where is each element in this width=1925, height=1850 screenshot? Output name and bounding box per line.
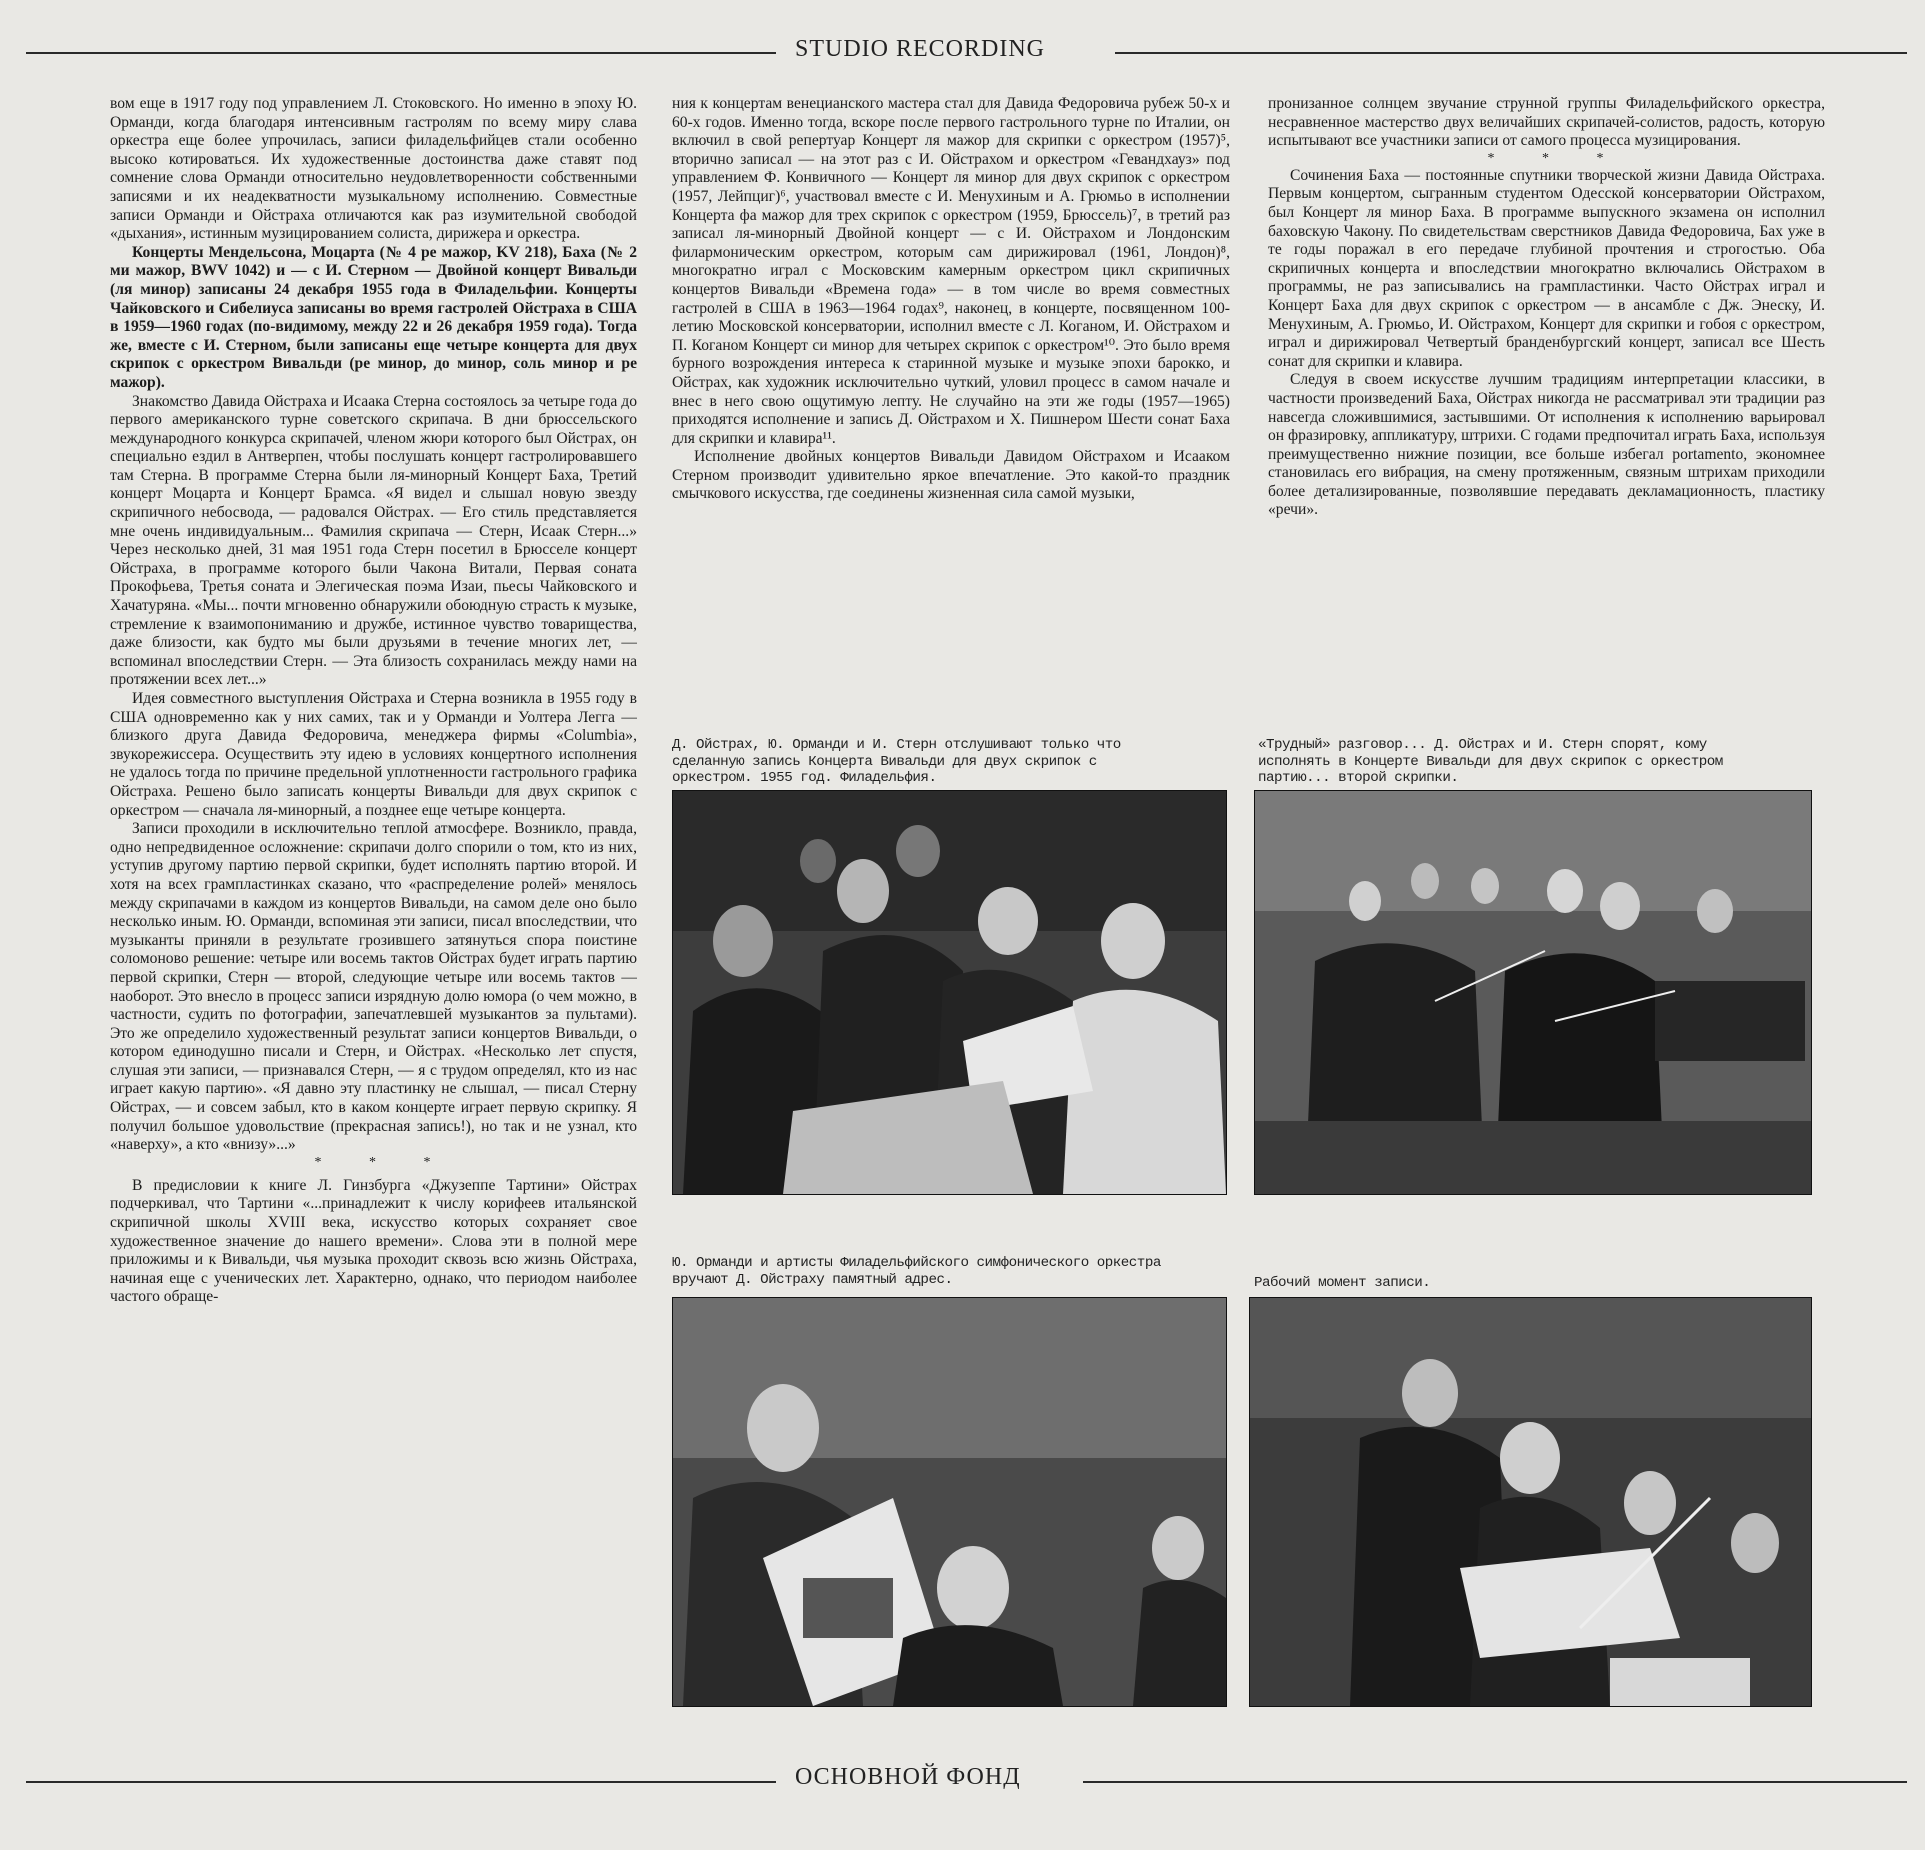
footer-title: ОСНОВНОЙ ФОНД [795, 1764, 1021, 1790]
paragraph: Следуя в своем искусстве лучшим традициям интерпретации классики, в частности произведений Баха, Ойстрах никогда не рассматривал эти традиции раз навсегда сложившимися, застывшими. От исполнения к исполнению варьировал он фразировку, аппликатуру, штрихи. С годами предпочитал играть Баха, используя преимущественно нижние позиции, все больше избегал portamento, экономнее становилась его вибрация, на смену протяженным, связным штрихам приходили более детализированные, позволявшие передавать декламационность, пластику «речи». [1268, 371, 1825, 519]
right-column [1268, 95, 1825, 680]
paragraph: пронизанное солнцем звучание струнной группы Филадельфийского оркестра, несравненное мастерство двух величайших скрипачей-солистов, радость, которую испытывают все участники записи от самого процесса музицирования. [1268, 95, 1825, 150]
paragraph: Исполнение двойных концертов Вивальди Давидом Ойстрахом и Исааком Стерном производит удивительно яркое впечатление. Это какой-то праздник смычкового искусства, где соединены жизненная сила самой музыки, [672, 448, 1230, 503]
left-column [110, 95, 637, 1730]
paragraph-bold: Концерты Мендельсона, Моцарта (№ 4 ре мажор, KV 218), Баха (№ 2 ми мажор, BWV 1042) и — с И. Стерном — Двойной концерт Вивальди (ля минор) записаны 24 декабря 1955 года в Филадельфии. Концерты Чайковского и Сибелиуса записаны во время гастролей Ойстраха в США в 1959—1960 годах (по-видимому, между 22 и 26 декабря 1959 года). Тогда же, вместе с И. Стерном, были записаны еще четыре концерта для двух скрипок с оркестром Вивальди (ре минор, до минор, соль минор и ре мажор). [110, 243, 637, 391]
photo-commemorative-address [672, 1297, 1227, 1707]
paragraph: Записи проходили в исключительно теплой атмосфере. Возникло, правда, одно непредвиденное осложнение: скрипачи долго спорили о том, кто из них, уступив другому партию первой скрипки, будет исполнять партию второй. И хотя на всех грампластинках сказано, что «распределение ролей» менялось между скрипачами в каждом из концертов Вивальди, на самом деле оно было несколько иным. Ю. Орманди, вспоминая эти записи, писал впоследствии, что музыканты приняли в результате грозившего затянуться спора поистине соломоново решение: четыре или восемь тактов Ойстрах будет играть партию первой скрипки, Стерн — второй, следующие четыре или восемь тактов — наоборот. Это внесло в процесс записи изрядную долю юмора (о чем можно, в частности, судить по фотографии, запечатлевшей музыкантов за пультами). Это же определило художественный результат записи концертов Вивальди, о котором единодушно писали и Стерн, и Ойстрах. «Несколько лет спустя, слушая эти записи, — признавался Стерн, — я с трудом определял, кто из нас играет какую партию». «Я давно эту пластинку не слышал, — писал Стерну Ойстрах, — и совсем забыл, кто в каком концерте играет первую скрипку. Я получил большое удовольствие (прекрасная запись!), но так и не узнал, кто «наверху», а кто «внизу»...» [110, 820, 637, 1154]
paragraph: Идея совместного выступления Ойстраха и Стерна возникла в 1955 году в США одновременно как у них самих, так и у Орманди и Уолтера Легга — близкого друга Давида Федоровича, менеджера фирмы «Columbia», звукорежиссера. Осуществить эту идею в условиях концертного исполнения не удалось тогда по причине предельной уплотненности гастрольного графика Ойстраха. Решено было записать концерты Вивальди для двух скрипок с оркестром — сначала ля-минорный, а позднее еще четыре концерта. [110, 690, 637, 819]
paragraph: Сочинения Баха — постоянные спутники творческой жизни Давида Ойстраха. Первым концертом, сыгранным студентом Одесской консерватории Ойстрахом, был Концерт ля минор Баха. В программе выпускного экзамена он исполнил баховскую Чакону. По свидетельствам сверстников Давида Федоровича, Бах уже в те годы поражал в его передаче глубиной прочтения и строгостью. Оба скрипичных концерта и впоследствии многократно включались Ойстрахом в программы, не раз записывались на грампластинки. Часто Ойстрах играл и Концерт Баха для двух скрипок с оркестром — в ансамбле с Дж. Энеску, И. Менухиным, А. Грюмьо, И. Ойстрахом, Концерт для скрипки и гобоя с оркестром, играл и дирижировал Четвертый бранденбургский концерт, записал все Шесть сонат для скрипки и клавира. [1268, 166, 1825, 370]
photo-working-moment [1249, 1297, 1812, 1707]
section-divider: * * * [314, 1154, 453, 1170]
paragraph: вом еще в 1917 году под управлением Л. Стоковского. Но именно в эпоху Ю. Орманди, когда благодаря интенсивным гастролям по всему миру слава оркестра еще более упрочилась, записи филадельфийцев стали особенно высоко котироваться. Их художественные достоинства даже ставят под сомнение слова Орманди относительно неудовлетворенности собственными записями и их неадекватности музыкальному исполнению. Совместные записи Орманди и Ойстраха отличаются как раз изумительной свободой «дыхания», истинным музицированием солиста, дирижера и оркестра. [110, 95, 637, 243]
paragraph: ния к концертам венецианского мастера стал для Давида Федоровича рубеж 50-х и 60-х годов. Именно тогда, вскоре после первого гастрольного турне по Италии, он включил в свой репертуар Концерт ля мажор для скрипки с оркестром (1957)⁵, вторично записал — на этот раз с И. Ойстрахом и оркестром «Гевандхауз» под управлением Ф. Конвичного — Концерт ля минор для двух скрипок с оркестром (1957, Лейпциг)⁶, участвовал вместе с И. Менухиным и А. Грюмьо в исполнении Концерта фа мажор для трех скрипок с оркестром (1959, Брюссель)⁷, в третий раз записал ля-минорный Двойной концерт — с И. Ойстрахом и Лондонским филармоническим оркестром, которым сам дирижировал (1961, Лондон)⁸, многократно играл с Московским камерным оркестром цикл скрипичных концертов Вивальди «Времена года» — в том числе во время совместных гастролей в США в 1963—1964 годах⁹, наконец, в концерте, посвященном 100-летию Московской консерватории, исполнил вместе с Л. Коганом, И. Ойстрахом и П. Коганом Концерт си минор для четырех скрипок с оркестром¹⁰. Это было время бурного возрождения интереса к старинной музыке и музыке эпохи барокко, и Ойстрах, как художник исключительно чуткий, уловил процесс в самом начале и внес в него свою ощутимую лепту. Не случайно на эти же годы (1957—1965) приходятся исполнение и запись Д. Ойстрахом и Х. Пишнером Шести сонат Баха для скрипки и клавира¹¹. [672, 95, 1230, 447]
photo-listening-session [672, 790, 1227, 1195]
photo-caption: Д. Ойстрах, Ю. Орманди и И. Стерн отслушивают только что сделанную запись Концерта Вивальди для двух скрипок с оркестром. 1955 год. Филадельфия. [672, 737, 1121, 786]
photo-difficult-conversation [1254, 790, 1812, 1195]
photo-caption: Рабочий момент записи. [1254, 1275, 1431, 1291]
footer-rule-left [26, 1781, 776, 1783]
photo-caption: Ю. Орманди и артисты Филадельфийского симфонического оркестра вручают Д. Ойстраху памятный адрес. [672, 1255, 1161, 1288]
footer-rule-right [1083, 1781, 1907, 1783]
header-rule-left [26, 52, 776, 54]
paragraph: Знакомство Давида Ойстраха и Исаака Стерна состоялось за четыре года до первого американского турне советского скрипача. В дни брюссельского международного конкурса скрипачей, членом жюри которого был Ойстрах, он специально ездил в Антверпен, чтобы послушать концерт гастролировавшего там Стерна. В программе Стерна были ля-минорный Концерт Баха, Третий концерт Моцарта и Концерт Брамса. «Я видел и слышал новую звезду скрипичного небосвода, — радовался Ойстрах. — Его стиль представляется мне очень индивидуальным... Фамилия скрипача — Стерн, Исаак Стерн...» Через несколько дней, 31 мая 1951 года Стерн посетил в Брюсселе концерт Ойстраха, в программе которого были Чакона Витали, Первая соната Прокофьева, Третья соната и Элегическая поэма Изаи, пьесы Чайковского и Хачатуряна. «Мы... почти мгновенно обнаружили обоюдную страсть к музыке, стремление к взаимопониманию и дружбе, истинное чувство товарищества, даже близости, как будто мы были друзьями в течение многих лет, — вспоминал впоследствии Стерн. — Эта близость сохранилась между нами на протяжении всех лет...» [110, 392, 637, 689]
header-rule-right [1115, 52, 1907, 54]
photo-caption: «Трудный» разговор... Д. Ойстрах и И. Стерн спорят, кому исполнять в Концерте Вивальди для двух скрипок с оркестром партию... второй скрипки. [1258, 737, 1723, 786]
section-divider: * * * [1487, 150, 1626, 166]
middle-column [672, 95, 1230, 680]
paragraph: В предисловии к книге Л. Гинзбурга «Джузеппе Тартини» Ойстрах подчеркивал, что Тартини «...принадлежит к числу корифеев итальянской скрипичной школы XVIII века, искусство которых сохраняет свое художественное значение до нашего времени». Слова эти в полной мере приложимы и к Вивальди, чья музыка проходит сквозь всю жизнь Ойстраха, начиная еще с ученических лет. Характерно, однако, что периодом наиболее частого обраще- [110, 1176, 637, 1306]
header-title: STUDIO RECORDING [795, 36, 1045, 62]
